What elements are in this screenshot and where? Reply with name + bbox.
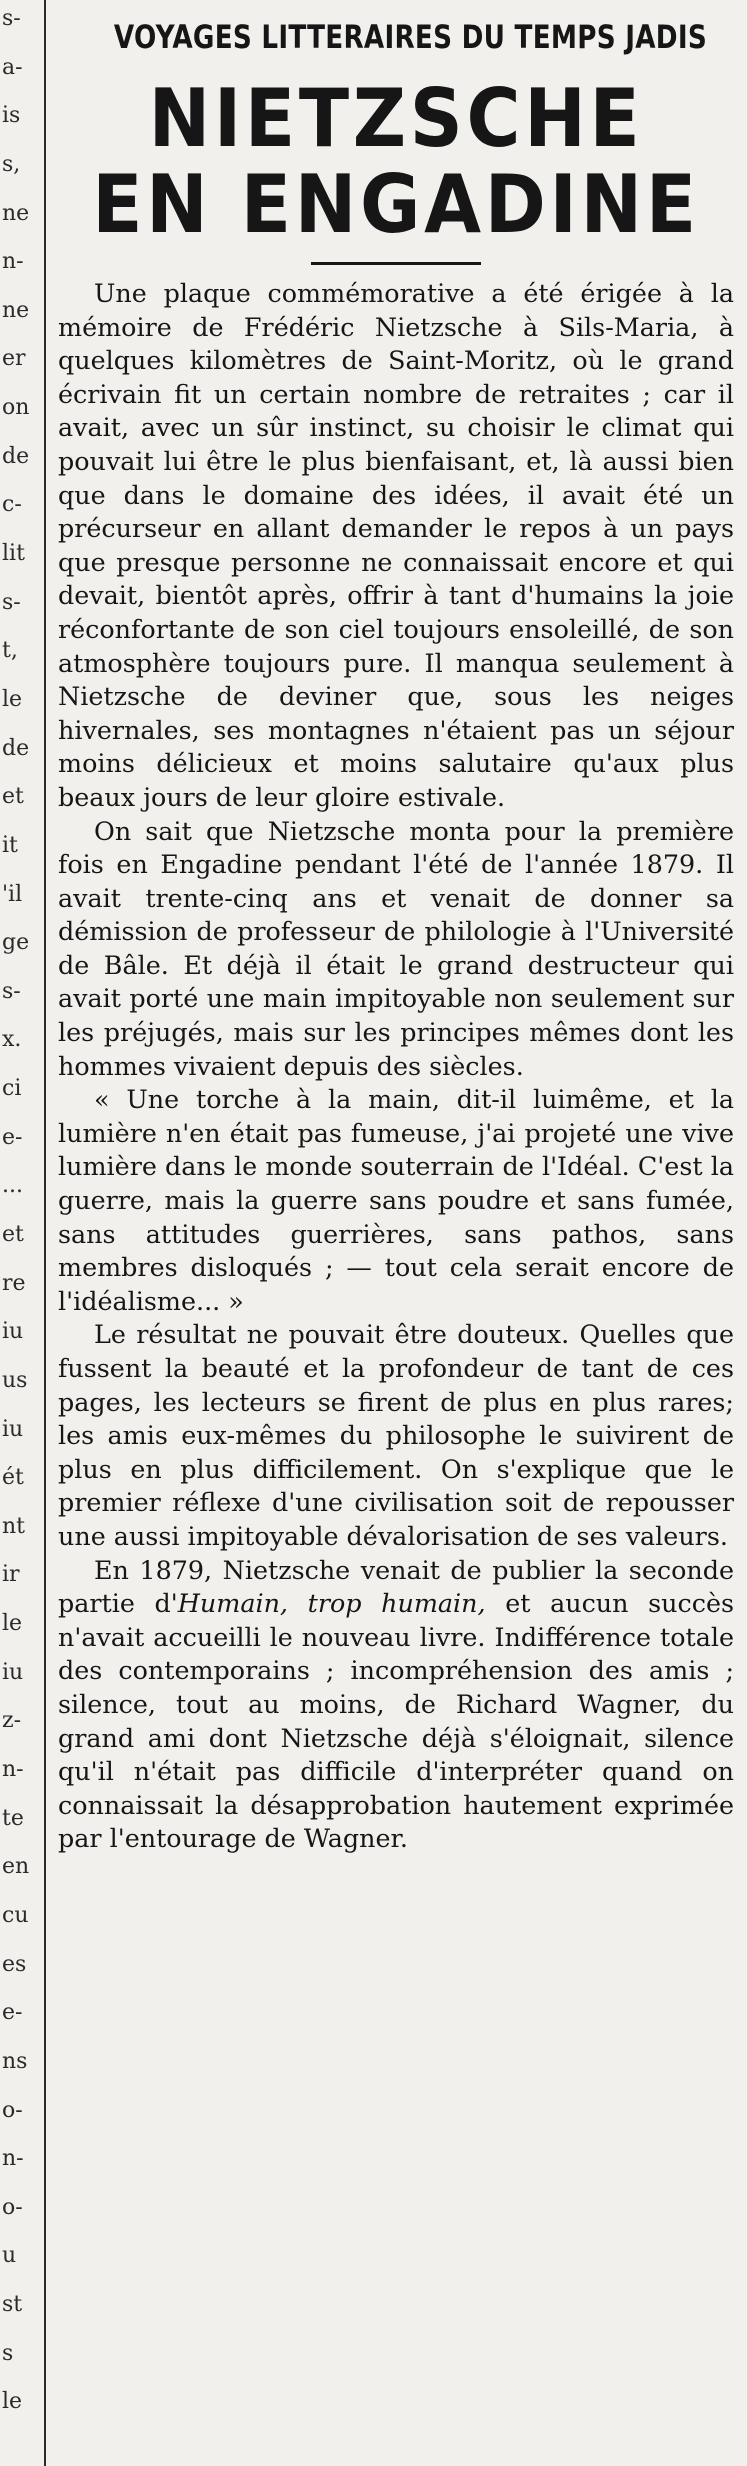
title-underline-rule <box>311 262 481 265</box>
neighbor-fragment: le <box>2 687 23 712</box>
paragraph-2: On sait que Nietzsche monta pour la première fois en Engadine pendant l'été de l'année 1879. Il avait trente-cinq ans et venait de donner sa démission de professeur de philologie à l'Université de Bâle. Et déjà il était le grand destructeur qui avait porté une main impitoyable non seulement sur les préjugés, mais sur les principes mêmes dont les hommes vivaient depuis des siècles. <box>58 815 734 1081</box>
neighbor-fragment: de <box>2 444 30 469</box>
neighbor-fragment: n- <box>2 1757 24 1782</box>
neighbor-fragment: nt <box>2 1514 26 1539</box>
paragraph-4: Le résultat ne pouvait être douteux. Quelles que fussent la beauté et la profondeur de tant de ces pages, les lecteurs se firent de plus en plus rares; les amis eux-mêmes du philosophe le suivirent de plus en plus difficilement. On s'explique que le premier réflexe d'une civilisation soit de repousser une aussi impitoyable dévalorisation de ses valeurs. <box>58 1319 734 1551</box>
neighbor-fragment: te <box>2 1806 24 1831</box>
neighbor-fragment: le <box>2 2389 23 2414</box>
neighbor-fragment: is <box>2 103 21 128</box>
book-title: Humain, trop humain, <box>177 1588 486 1619</box>
neighbor-fragment: x. <box>2 1027 22 1052</box>
neighbor-fragment: t, <box>2 638 18 663</box>
title-line-2: EN ENGADINE <box>92 158 700 251</box>
neighbor-fragment: z- <box>2 1708 22 1733</box>
article-title <box>80 72 713 251</box>
neighbor-fragment: it <box>2 833 18 858</box>
paragraph-5-end: et aucun succès n'avait accueilli le nouveau livre. Indifférence totale des contemporains ; incompréhension des amis ; silence, tout au moins, de Richard Wagner, du grand ami dont Nietzsche déjà s'éloignait, silence qu'il n'était pas difficile d'interpréter quand on connaissait la désapprobation hautement exprimée par l'entourage de Wagner. <box>58 1588 735 1854</box>
neighbor-fragment: ci <box>2 1076 22 1101</box>
neighbor-fragment: n- <box>2 2146 24 2171</box>
neighbor-fragment: e- <box>2 1125 23 1150</box>
title-line-1: NIETZSCHE <box>148 72 644 165</box>
neighbor-fragment: es <box>2 1952 27 1977</box>
neighbor-fragment: a- <box>2 55 23 80</box>
neighbor-fragment: c- <box>2 492 22 517</box>
paragraph-1: Une plaque commémorative a été érigée à la mémoire de Frédéric Nietzsche à Sils-Maria, à quelques kilomètres de Saint-Moritz, où le grand écrivain fit un certain nombre de retraites ; car il avait, avec un sûr instinct, su choisir le climat qui pouvait lui être le plus bienfaisant, et, là aussi bien que dans le domaine des idées, il avait été un précurseur en allant demander le repos à un pays que presque personne ne connaissait encore et qui devait, bientôt après, offrir à tant d'humains la joie réconfortante de son ciel toujours ensoleillé, de son atmosphère toujours pure. Il manqua seulement à Nietzsche de deviner que, sous les neiges hivernales, ses montagnes n'étaient pas un séjour moins délicieux et moins salutaire qu'aux plus beaux jours de leur gloire estivale. <box>58 278 734 812</box>
neighbor-fragment: us <box>2 1368 28 1393</box>
neighbor-fragment: e- <box>2 2000 23 2025</box>
neighbor-fragment: cu <box>2 1903 29 1928</box>
neighbor-fragment: de <box>2 736 30 761</box>
neighbor-fragment: o- <box>2 2195 23 2220</box>
neighbor-column-fragments <box>0 0 40 2466</box>
column-rule <box>44 0 46 2466</box>
article-body <box>52 277 740 1856</box>
neighbor-fragment: on <box>2 395 30 420</box>
neighbor-fragment: iu <box>2 1319 24 1344</box>
neighbor-fragment: s <box>2 2341 14 2366</box>
neighbor-fragment: ... <box>2 1173 23 1198</box>
neighbor-fragment: s- <box>2 979 21 1004</box>
neighbor-fragment: ge <box>2 930 30 955</box>
neighbor-fragment: ir <box>2 1562 20 1587</box>
neighbor-fragment: o- <box>2 2098 23 2123</box>
neighbor-fragment: lit <box>2 541 25 566</box>
neighbor-fragment: le <box>2 1611 23 1636</box>
neighbor-fragment: er <box>2 346 26 371</box>
article <box>52 0 740 2466</box>
neighbor-fragment: re <box>2 1271 26 1296</box>
neighbor-fragment: 'il <box>2 882 23 907</box>
neighbor-fragment: et <box>2 1222 24 1247</box>
neighbor-fragment: ne <box>2 298 30 323</box>
neighbor-fragment: en <box>2 1854 30 1879</box>
neighbor-fragment: iu <box>2 1417 24 1442</box>
neighbor-fragment: iu <box>2 1660 24 1685</box>
paragraph-5 <box>58 1554 734 1856</box>
neighbor-fragment: st <box>2 2292 23 2317</box>
paragraph-5-start: En 1879, Nietzsche venait de publier la seconde partie d' <box>58 1554 734 1619</box>
neighbor-fragment: s- <box>2 6 21 31</box>
neighbor-fragment: ne <box>2 201 30 226</box>
neighbor-fragment: ns <box>2 2049 28 2074</box>
neighbor-fragment: s- <box>2 590 21 615</box>
neighbor-fragment: et <box>2 784 24 809</box>
neighbor-fragment: n- <box>2 249 24 274</box>
neighbor-fragment: ét <box>2 1465 24 1490</box>
series-kicker: VOYAGES LITTERAIRES DU TEMPS JADIS <box>113 18 707 56</box>
neighbor-fragment: s, <box>2 152 21 177</box>
neighbor-fragment: u <box>2 2243 17 2268</box>
paragraph-3: « Une torche à la main, dit-il luimême, et la lumière n'en était pas fumeuse, j'ai projeté une vive lumière dans le monde souterrain de l'Idéal. C'est la guerre, mais la guerre sans poudre et sans fumée, sans attitudes guerrières, sans pathos, sans membres disloqués ; — tout cela serait encore de l'idéalisme... » <box>58 1084 734 1316</box>
